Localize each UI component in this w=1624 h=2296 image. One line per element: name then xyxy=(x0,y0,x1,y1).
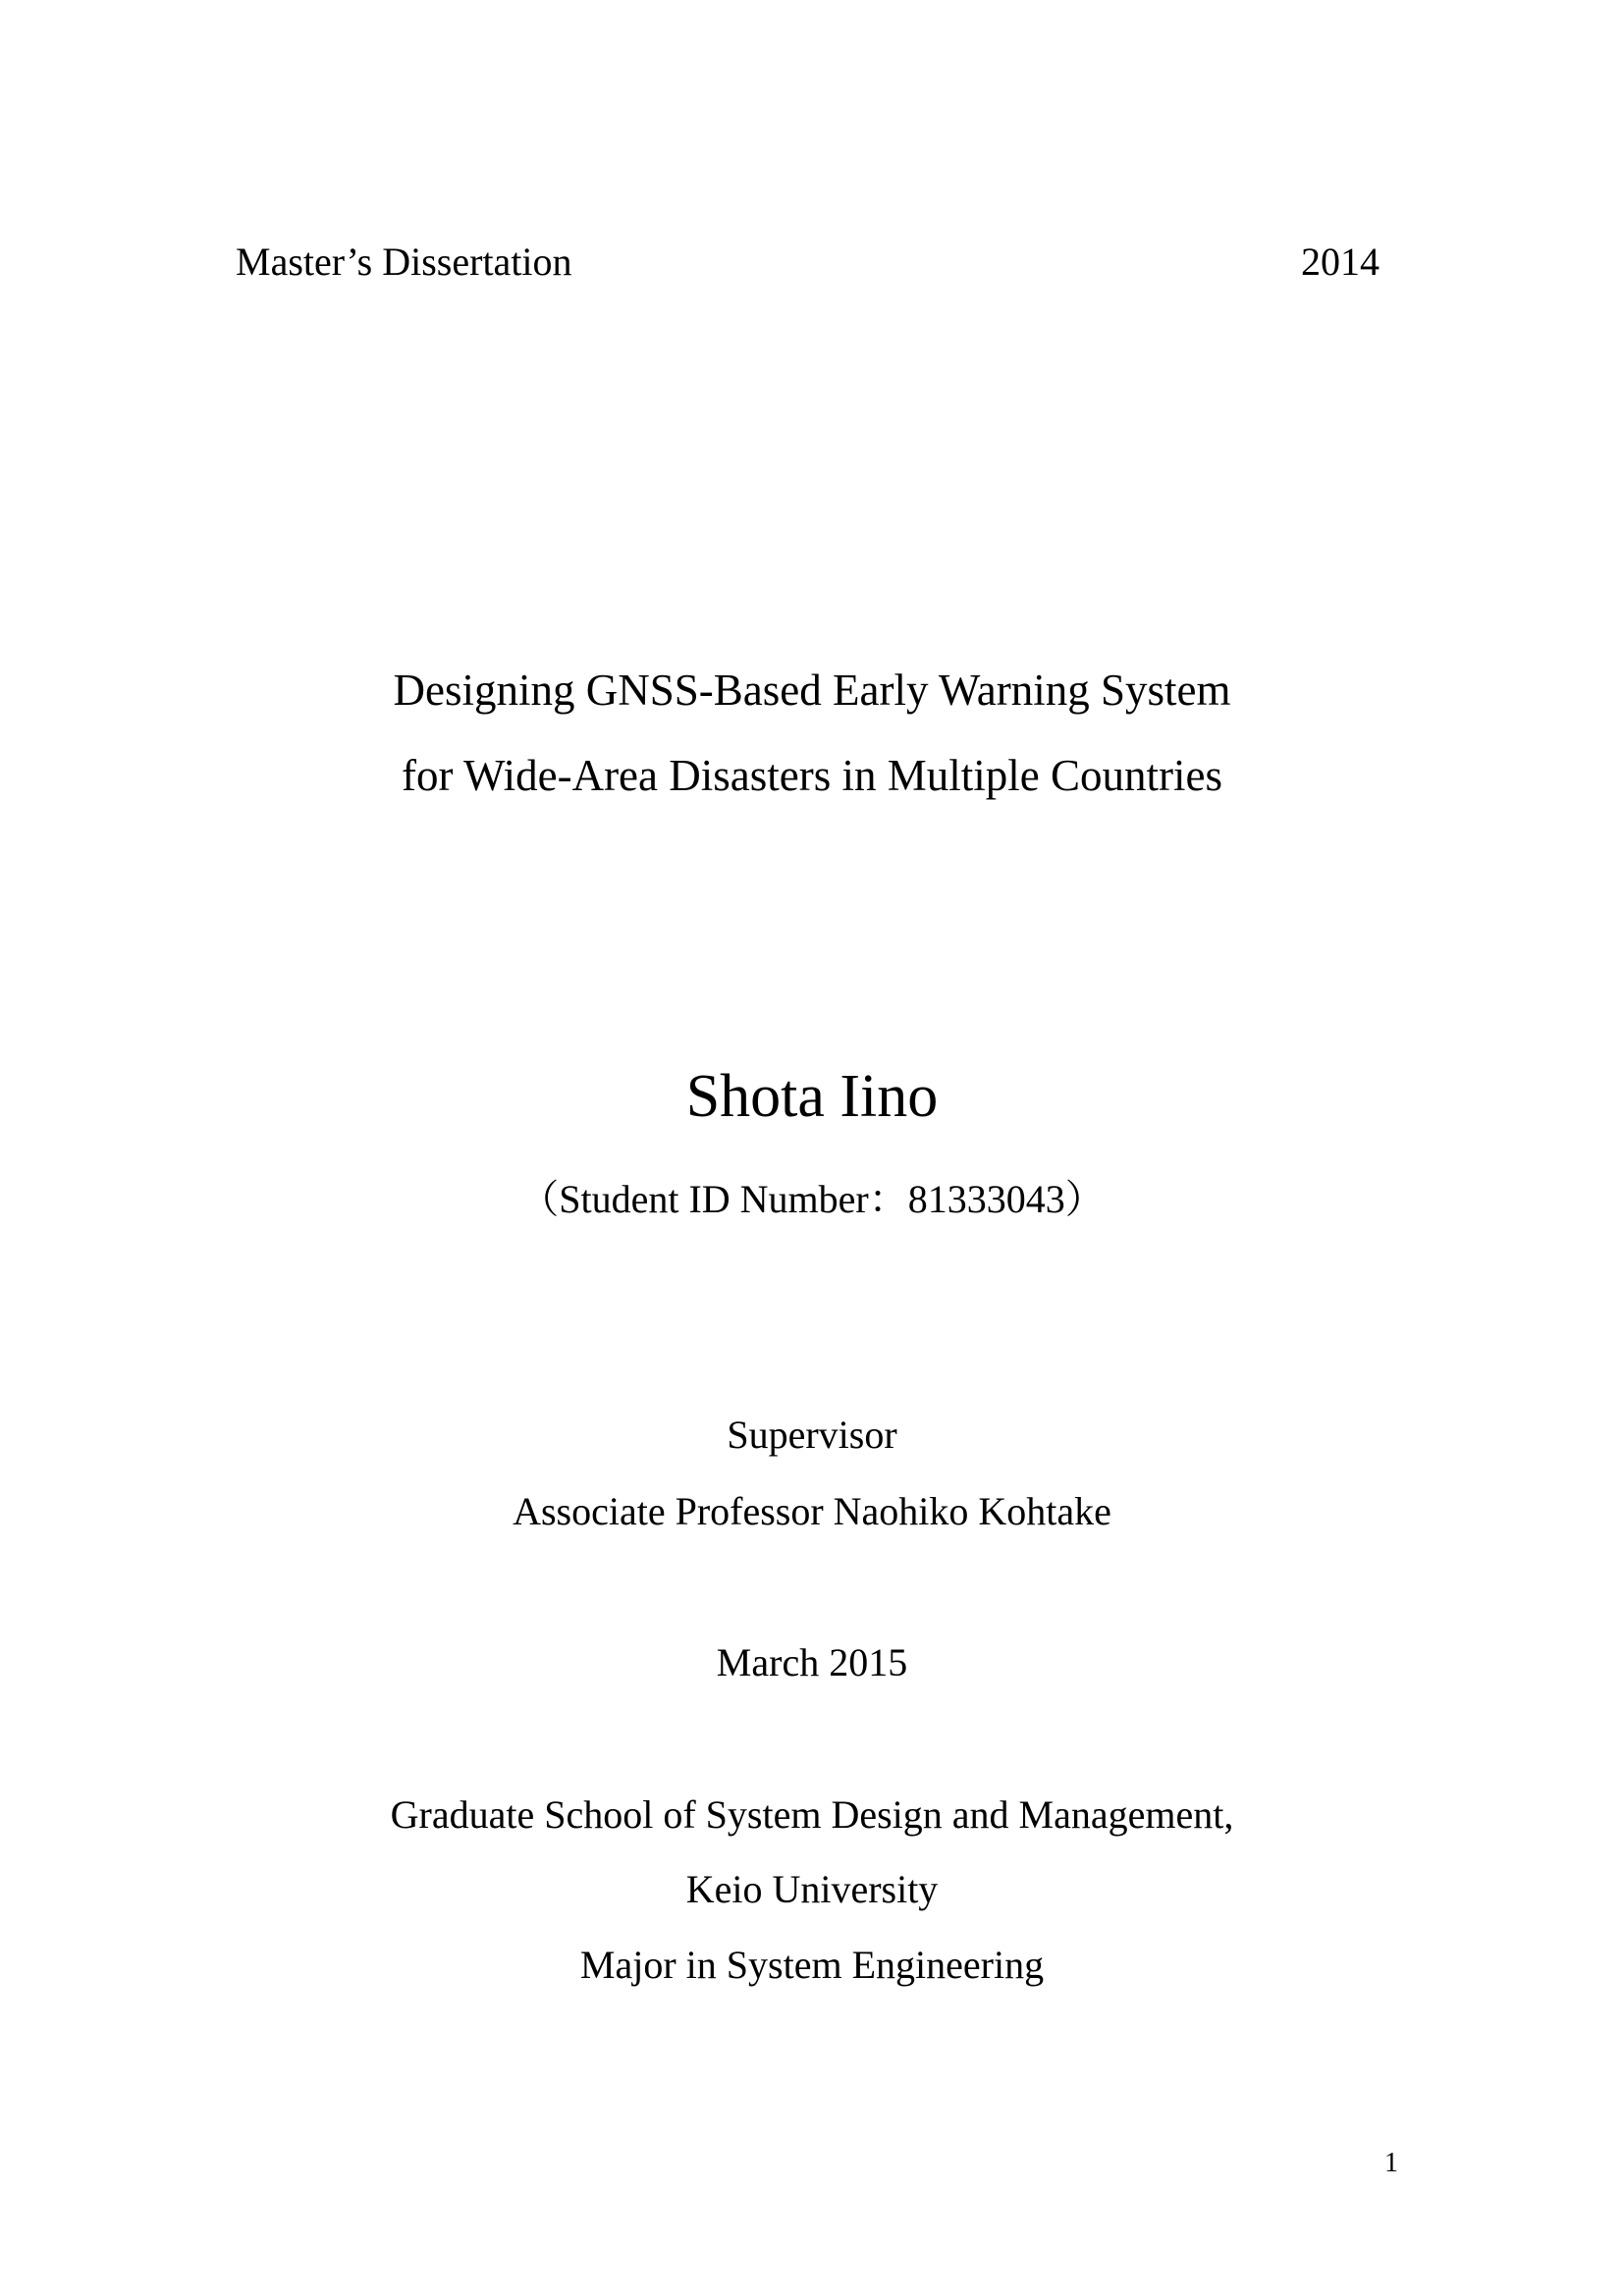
student-id: （Student ID Number：81333043） xyxy=(519,1177,1105,1221)
title-line-2: for Wide-Area Disasters in Multiple Countries xyxy=(402,751,1222,800)
affiliation-university: Keio University xyxy=(685,1867,939,1911)
supervisor-name: Associate Professor Naohiko Kohtake xyxy=(513,1489,1111,1533)
supervisor-label: Supervisor xyxy=(727,1413,897,1457)
document-type: Master’s Dissertation xyxy=(236,240,572,284)
page-number: 1 xyxy=(1384,2148,1398,2178)
document-year: 2014 xyxy=(1301,240,1380,284)
title-line-1: Designing GNSS-Based Early Warning System xyxy=(393,666,1231,715)
affiliation-school: Graduate School of System Design and Management, xyxy=(390,1792,1234,1837)
affiliation-major: Major in System Engineering xyxy=(579,1943,1045,1987)
submission-date: March 2015 xyxy=(716,1640,908,1684)
author-name: Shota Iino xyxy=(685,1063,939,1130)
